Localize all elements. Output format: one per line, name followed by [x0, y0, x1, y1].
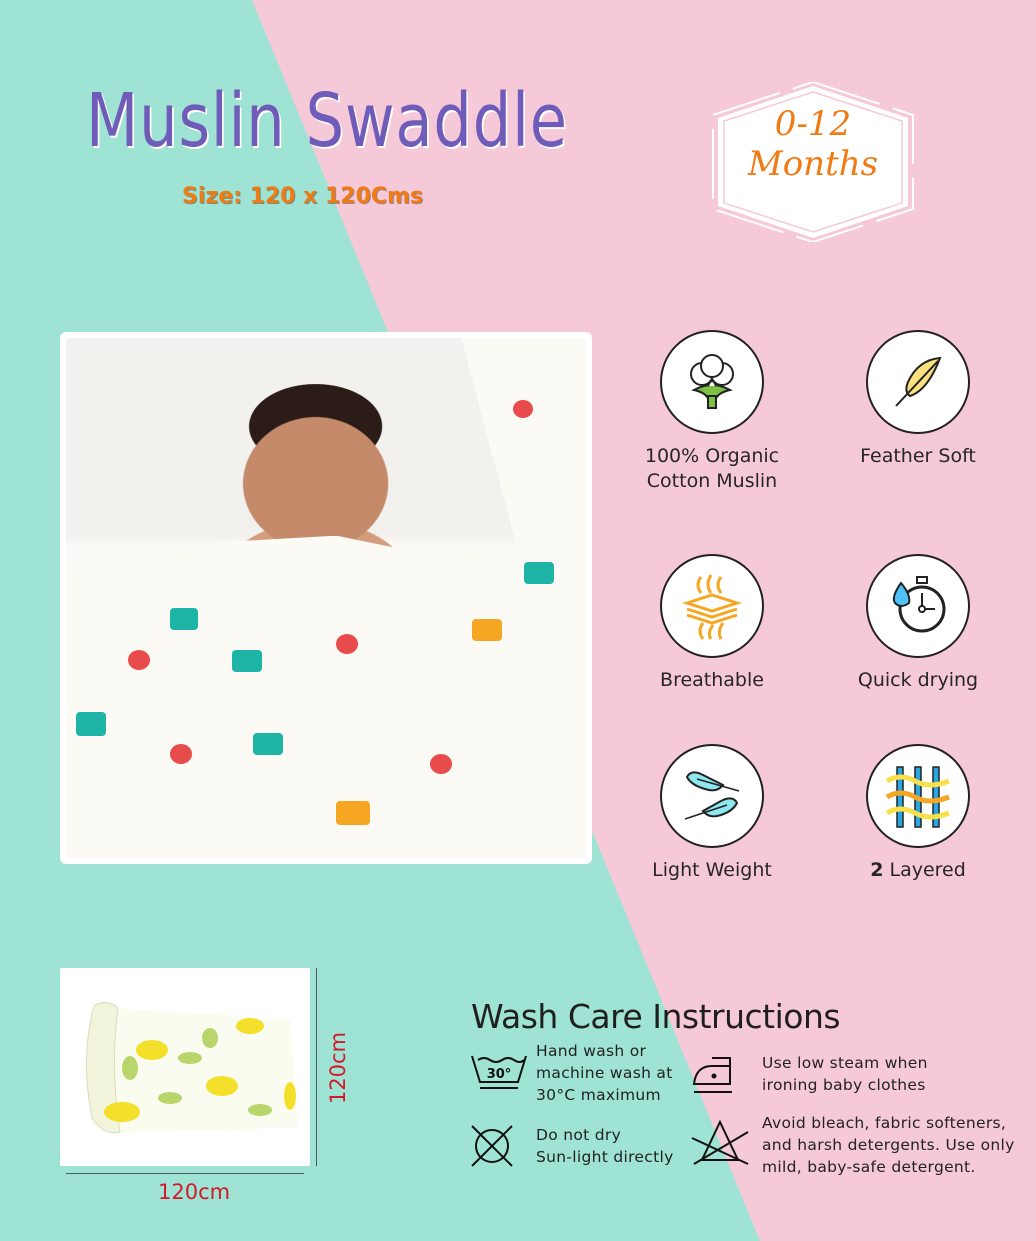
product-title: Muslin Swaddle [86, 78, 568, 164]
width-dimension-line [66, 1173, 304, 1174]
feather-icon [866, 330, 970, 434]
wash-care-text: ironing baby clothes [762, 1076, 926, 1094]
stopwatch-water-drop-icon [866, 554, 970, 658]
age-range-value: 0-12 [774, 104, 852, 144]
wash-care-text: machine wash at [536, 1064, 673, 1082]
do-not-bleach-icon [690, 1114, 750, 1164]
wash-30-degree-icon [470, 1042, 530, 1092]
feature-light-weight [612, 744, 812, 883]
breathable-layers-icon [660, 554, 764, 658]
baby-in-swaddle-photo [66, 338, 586, 858]
feature-label: Feather Soft [860, 445, 976, 467]
wash-care-text: Sun-light directly [536, 1148, 674, 1166]
wash-care-title: Wash Care Instructions [471, 997, 841, 1036]
feature-label: Quick drying [857, 669, 979, 691]
age-range-unit: Months [747, 144, 879, 184]
feature-label-bold: 2 [870, 859, 884, 881]
feature-label: 100% Organic [644, 445, 780, 467]
feature-label: Breathable [660, 669, 764, 691]
height-dimension-label: 120cm [326, 1031, 350, 1105]
wash-care-text: 30°C maximum [536, 1086, 661, 1104]
height-dimension-line [316, 968, 317, 1166]
wash-care-item-no-bleach [690, 1114, 1015, 1178]
wash-care-text: Do not dry [536, 1126, 622, 1144]
do-not-tumble-dry-icon [470, 1124, 530, 1174]
product-size: Size: 120 x 120Cms [182, 184, 424, 209]
age-range-badge [712, 82, 914, 242]
feature-feather-soft [818, 330, 1018, 469]
wash-care-text: mild, baby-safe detergent. [762, 1158, 976, 1176]
wash-care-text: Use low steam when [762, 1054, 928, 1072]
feature-label: Light Weight [652, 859, 772, 881]
wash-care-text: Hand wash or [536, 1042, 647, 1060]
product-photo-frame [60, 332, 592, 864]
feature-organic-cotton [612, 330, 812, 494]
wash-care-item-wash-30 [470, 1042, 673, 1106]
wash-care-text: Avoid bleach, fabric softeners, [762, 1114, 1007, 1132]
iron-low-steam-icon [690, 1052, 750, 1102]
feature-quick-drying [818, 554, 1018, 693]
feature-two-layered [818, 744, 1018, 883]
svg-text:30°: 30° [486, 1067, 512, 1082]
cotton-flower-icon [660, 330, 764, 434]
feature-breathable [612, 554, 812, 693]
wash-care-item-no-dry [470, 1124, 674, 1174]
two-feathers-icon [660, 744, 764, 848]
feature-label: Cotton Muslin [646, 470, 778, 492]
wash-care-item-iron [690, 1052, 928, 1102]
folded-swaddle-photo [60, 968, 310, 1166]
woven-layers-icon [866, 744, 970, 848]
wash-care-text: and harsh detergents. Use only [762, 1136, 1015, 1154]
feature-label: Layered [883, 859, 966, 881]
width-dimension-label: 120cm [158, 1180, 231, 1204]
